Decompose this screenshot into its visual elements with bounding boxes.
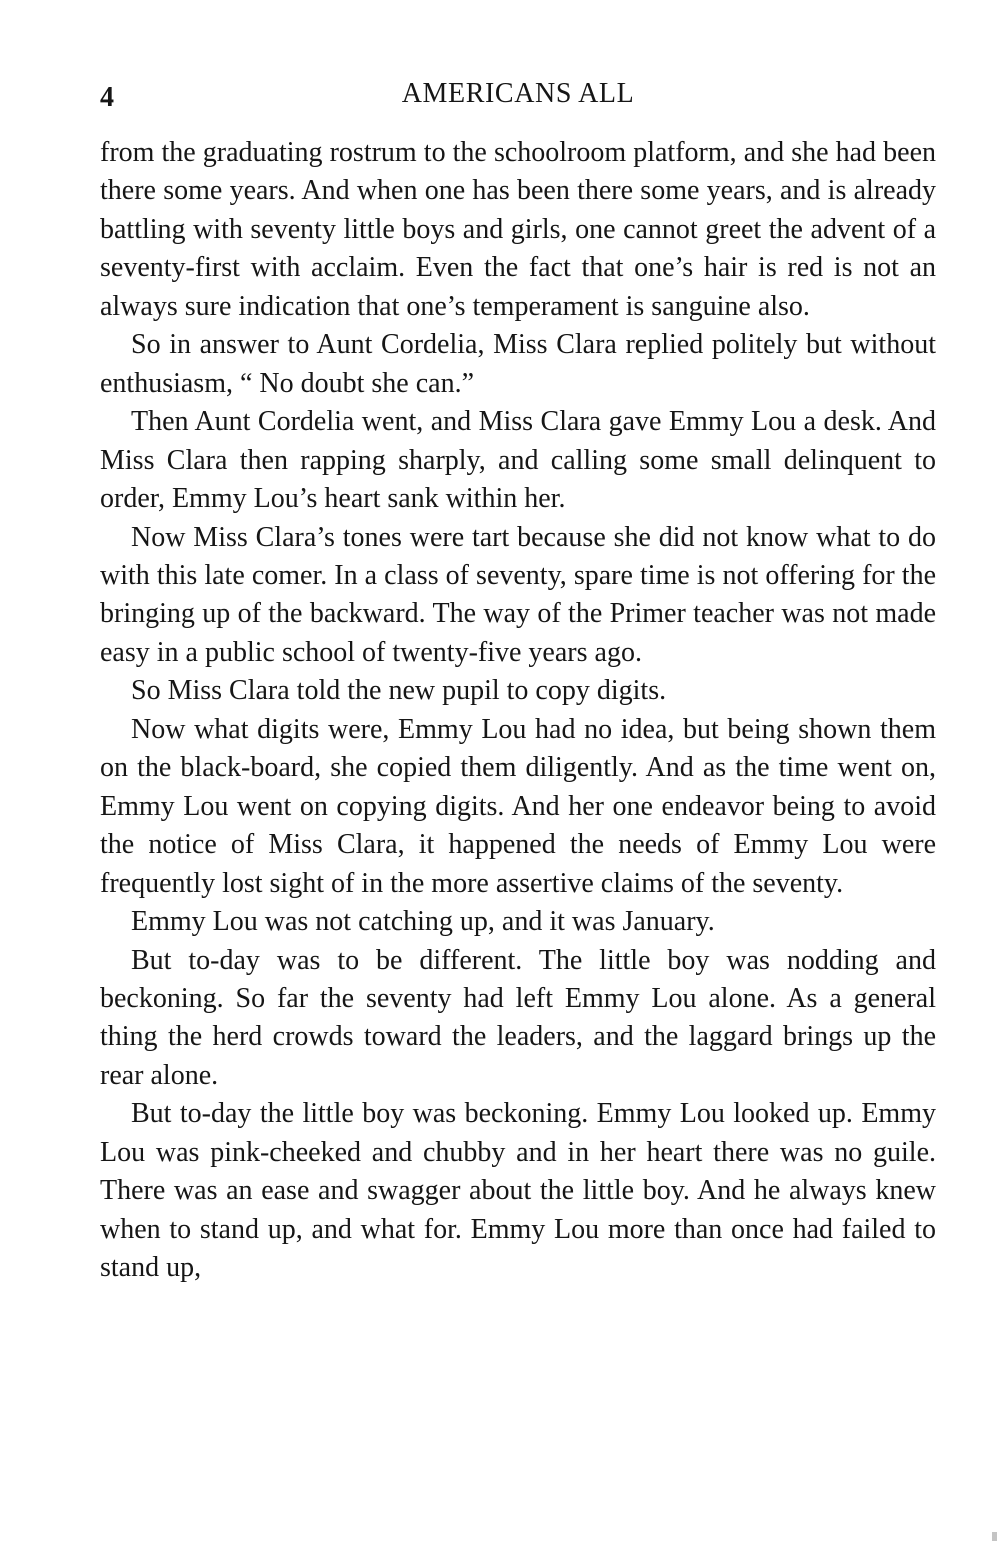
scan-speck: [992, 1532, 997, 1541]
book-title: AMERICANS ALL: [401, 78, 635, 109]
paragraph-january: Emmy Lou was not catching up, and it was January.: [131, 906, 715, 938]
running-head: [100, 76, 936, 116]
paragraph-late-comer: Now Miss Clara’s tones were tart because she did not know what to do with this late comer. In a class of seventy, spare time is not offering for the bringing up of the backward. The way of the Primer teacher was not made easy in a public school of twenty-five years ago.: [100, 521, 936, 668]
paragraph-aunt-cordelia-reply: So in answer to Aunt Cordelia, Miss Clara replied politely but without enthusiasm, “ No doubt she can.”: [100, 329, 936, 399]
paragraph-continuation: from the graduating rostrum to the schoolroom platform, and she had been there some years. And when one has been there some years, and is already battling with seventy little boys and girls, one cannot greet the advent of a seventy-first with acclaim. Even the fact that one’s hair is red is not an always sure indication that one’s temperament is sanguine also.: [100, 137, 936, 322]
paragraph-desk: Then Aunt Cordelia went, and Miss Clara gave Emmy Lou a desk. And Miss Clara then rapping sharply, and calling some small delinquent to order, Emmy Lou’s heart sank within her.: [100, 406, 936, 515]
paragraph-beckoning: But to-day the little boy was beckoning. Emmy Lou looked up. Emmy Lou was pink-cheeked and chubby and in her heart there was no guile. There was an ease and swagger about the little boy. And he always knew when to stand up, and what for. Emmy Lou more than once had failed to stand up,: [100, 1098, 936, 1284]
paragraph-copy-digits: So Miss Clara told the new pupil to copy digits.: [131, 675, 667, 707]
paragraph-different: But to-day was to be different. The little boy was nodding and beckoning. So far the seventy had left Emmy Lou alone. As a general thing the herd crowds toward the leaders, and the laggard brings up the rear alone.: [100, 944, 936, 1091]
page-number: 4: [100, 82, 114, 113]
book-page: [100, 76, 936, 1288]
paragraph-digits: Now what digits were, Emmy Lou had no idea, but being shown them on the black-board, she copied them diligently. And as the time went on, Emmy Lou went on copying digits. And her one endeavor being to avoid the notice of Miss Clara, it happened the needs of Emmy Lou were frequently lost sight of in the more assertive claims of the seventy.: [100, 713, 936, 899]
body-text: [100, 134, 936, 1288]
